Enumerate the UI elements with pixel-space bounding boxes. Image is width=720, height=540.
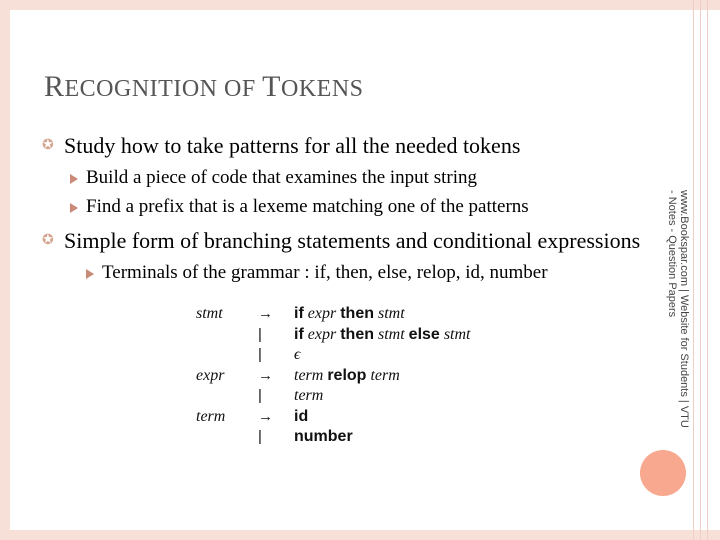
slide-left-border — [0, 0, 10, 540]
nonterminal-token: stmt — [374, 325, 409, 343]
decorative-circle — [640, 450, 686, 496]
sub-bullet-text: Terminals of the grammar : if, then, else, relop, id, number — [102, 262, 548, 283]
production-arrow: → — [258, 366, 273, 384]
side-watermark-text: www.Bookspar.com | Website for Students | VTU - Notes - Question Papers — [666, 190, 690, 428]
nonterminal-token: stmt — [374, 305, 405, 322]
title-part: OKENS — [281, 76, 364, 102]
terminal-token: relop — [327, 366, 367, 384]
terminal-token: else — [408, 325, 440, 343]
right-rule-line — [693, 0, 694, 540]
right-rule-line — [700, 0, 701, 540]
production-alternative-bar: | — [258, 325, 262, 343]
production-arrow: → — [258, 305, 273, 322]
slide-bottom-border — [0, 530, 720, 540]
sub-bullet-text: Build a piece of code that examines the input string — [86, 167, 477, 188]
production-rhs — [294, 367, 400, 385]
title-part: R — [44, 70, 65, 103]
slide-title — [44, 70, 364, 104]
nonterminal-token: term — [294, 366, 328, 384]
nonterminal-token: term — [294, 387, 324, 404]
production-rhs — [294, 326, 470, 344]
terminal-token: if — [294, 305, 304, 322]
production-alternative-bar: | — [258, 346, 262, 363]
nonterminal-token: term — [366, 366, 400, 384]
side-watermark — [666, 190, 692, 430]
bullet-text: Study how to take patterns for all the needed tokens — [64, 133, 521, 158]
production-alternative-bar: | — [258, 428, 262, 445]
bullet-icon: ✪ — [42, 138, 54, 153]
terminal-token: then — [340, 325, 374, 343]
terminal-token: if — [294, 325, 304, 343]
production-rhs — [294, 346, 300, 364]
terminal-token: number — [294, 428, 353, 445]
right-rule-line — [707, 0, 708, 540]
production-rhs — [294, 305, 405, 323]
sub-bullet-arrow-icon — [70, 203, 78, 213]
nonterminal-token: ϵ — [294, 346, 301, 363]
title-part: ECOGNITION OF — [64, 76, 263, 102]
terminal-token: then — [340, 305, 374, 322]
nonterminal-token: stmt — [439, 325, 471, 343]
production-alternative-bar: | — [258, 387, 262, 404]
production-lhs: stmt — [196, 305, 223, 322]
sub-bullet-arrow-icon — [86, 269, 94, 279]
bullet-icon: ✪ — [42, 233, 54, 248]
production-rhs — [294, 408, 308, 426]
sub-bullet-arrow-icon — [70, 174, 78, 184]
sub-bullet-text: Find a prefix that is a lexeme matching one of the patterns — [86, 196, 529, 217]
bullet-text: Simple form of branching statements and conditional expressions — [64, 228, 641, 253]
production-rhs — [294, 387, 323, 405]
production-lhs: term — [196, 407, 226, 425]
production-arrow: → — [258, 407, 273, 425]
production-lhs: expr — [196, 366, 225, 384]
nonterminal-token: expr — [303, 325, 341, 343]
slide-top-border — [0, 0, 720, 10]
nonterminal-token: expr — [303, 305, 341, 322]
title-part: T — [262, 70, 281, 103]
production-rhs — [294, 428, 353, 446]
terminal-token: id — [294, 407, 309, 425]
